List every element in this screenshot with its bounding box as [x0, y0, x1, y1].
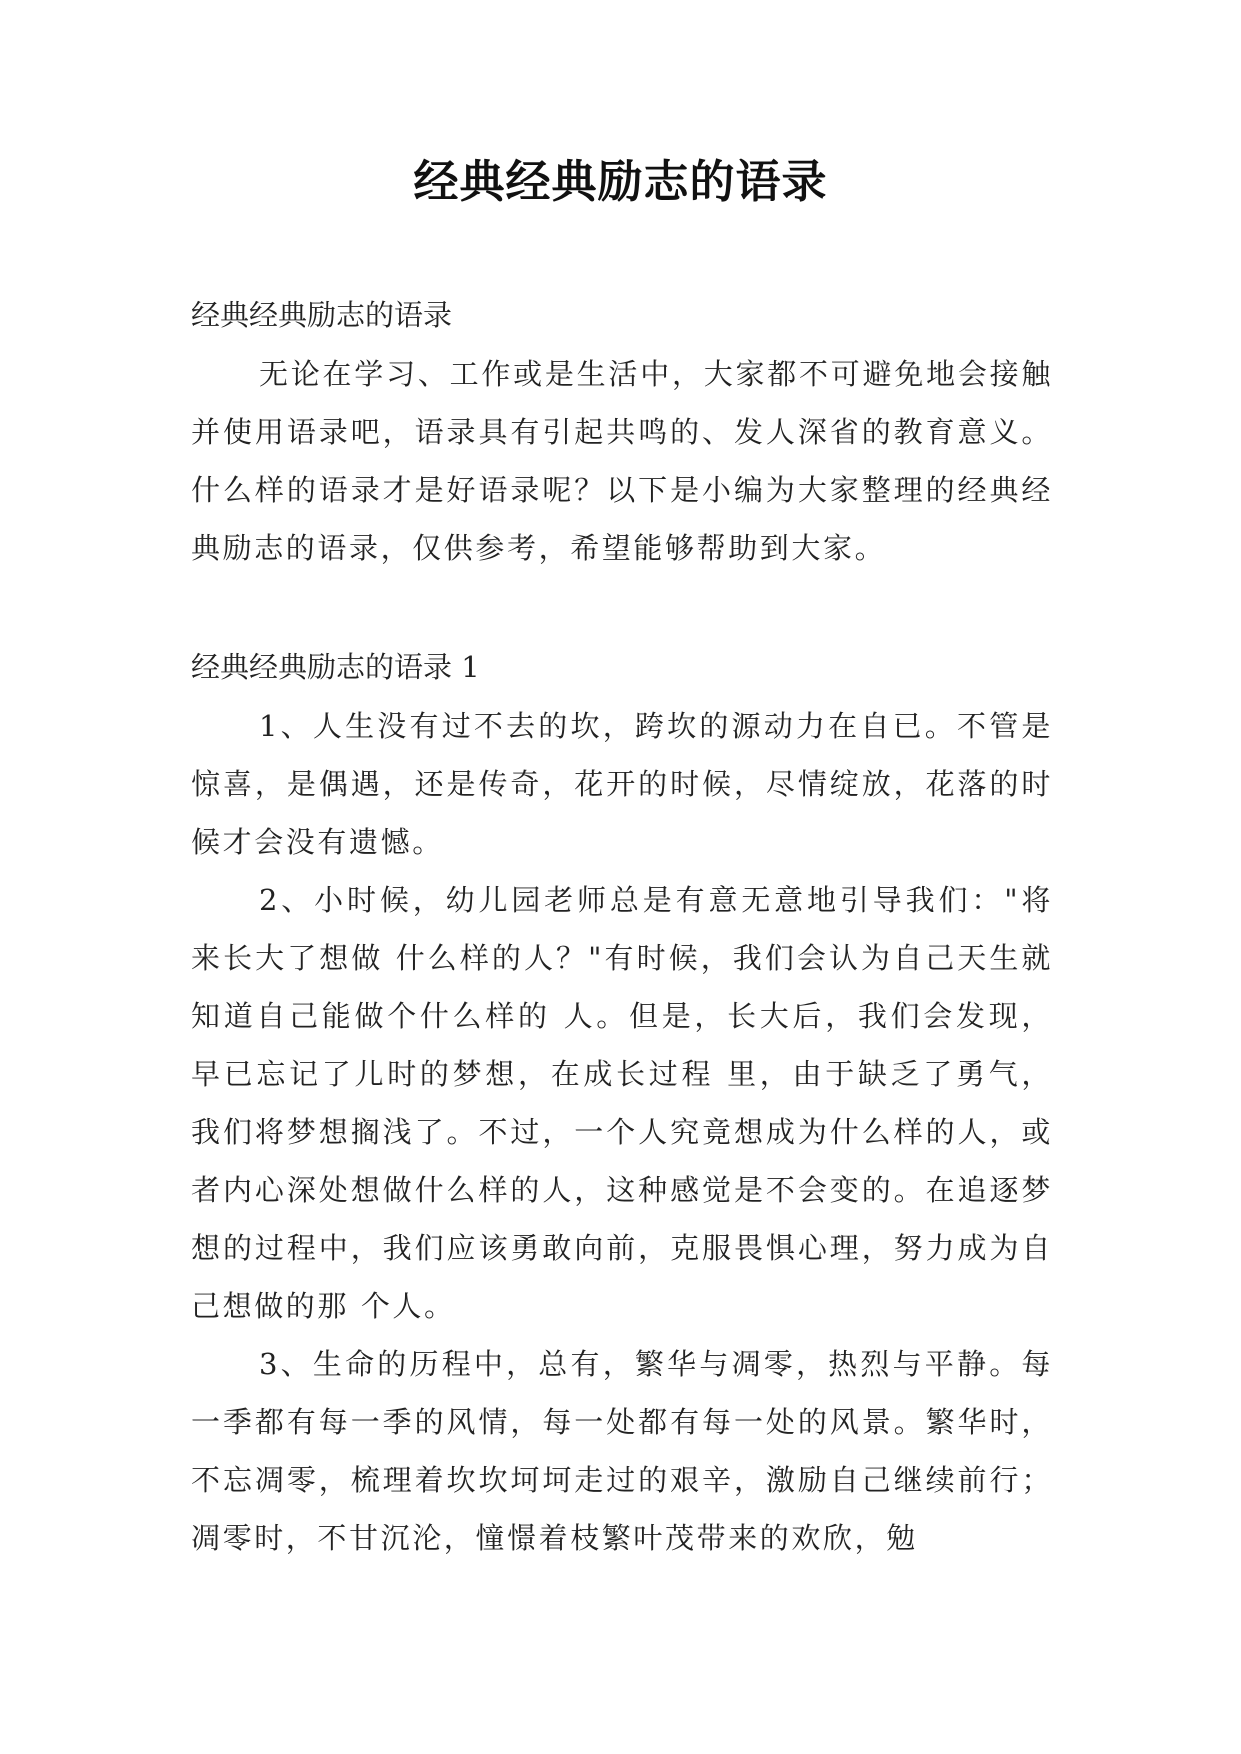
- quote-item-3: 3、生命的历程中，总有，繁华与凋零，热烈与平静。每一季都有每一季的风情，每一处都有每一处的风景。繁华时，不忘凋零，梳理着坎坎坷坷走过的艰辛，激励自己继续前行；凋零时，不甘沉沦，憧憬着枝繁叶茂带来的欢欣，勉: [191, 1347, 1053, 1555]
- intro-heading: 经典经典励志的语录: [191, 298, 453, 332]
- quote-item-2: 2、小时候，幼儿园老师总是有意无意地引导我们："将来长大了想做 什么样的人？"有时候，我们会认为自己天生就知道自己能做个什么样的 人。但是，长大后，我们会发现，早已忘记了儿时的梦想，在成长过程 里，由于缺乏了勇气，我们将梦想搁浅了。不过，一个人究竟想成为什么样的人，或者内心深处想做什么样的人，这种感觉是不会变的。在追逐梦 想的过程中，我们应该勇敢向前，克服畏惧心理，努力成为自己想做的那 个人。: [191, 883, 1053, 1323]
- document-title: 经典经典励志的语录: [413, 155, 828, 208]
- section-heading: 经典经典励志的语录 1: [191, 650, 480, 684]
- quote-item-1: 1、人生没有过不去的坎，跨坎的源动力在自已。不管是惊喜，是偶遇，还是传奇，花开的时候，尽情绽放，花落的时候才会没有遗憾。: [191, 709, 1053, 859]
- section-spacer: [191, 577, 1053, 637]
- intro-paragraph: 无论在学习、工作或是生活中，大家都不可避免地会接触并使用语录吧，语录具有引起共鸣的、发人深省的教育意义。什么样的语录才是好语录呢？以下是小编为大家整理的经典经典励志的语录，仅供参考，希望能够帮助到大家。: [191, 357, 1053, 565]
- document-body: [191, 285, 1053, 1567]
